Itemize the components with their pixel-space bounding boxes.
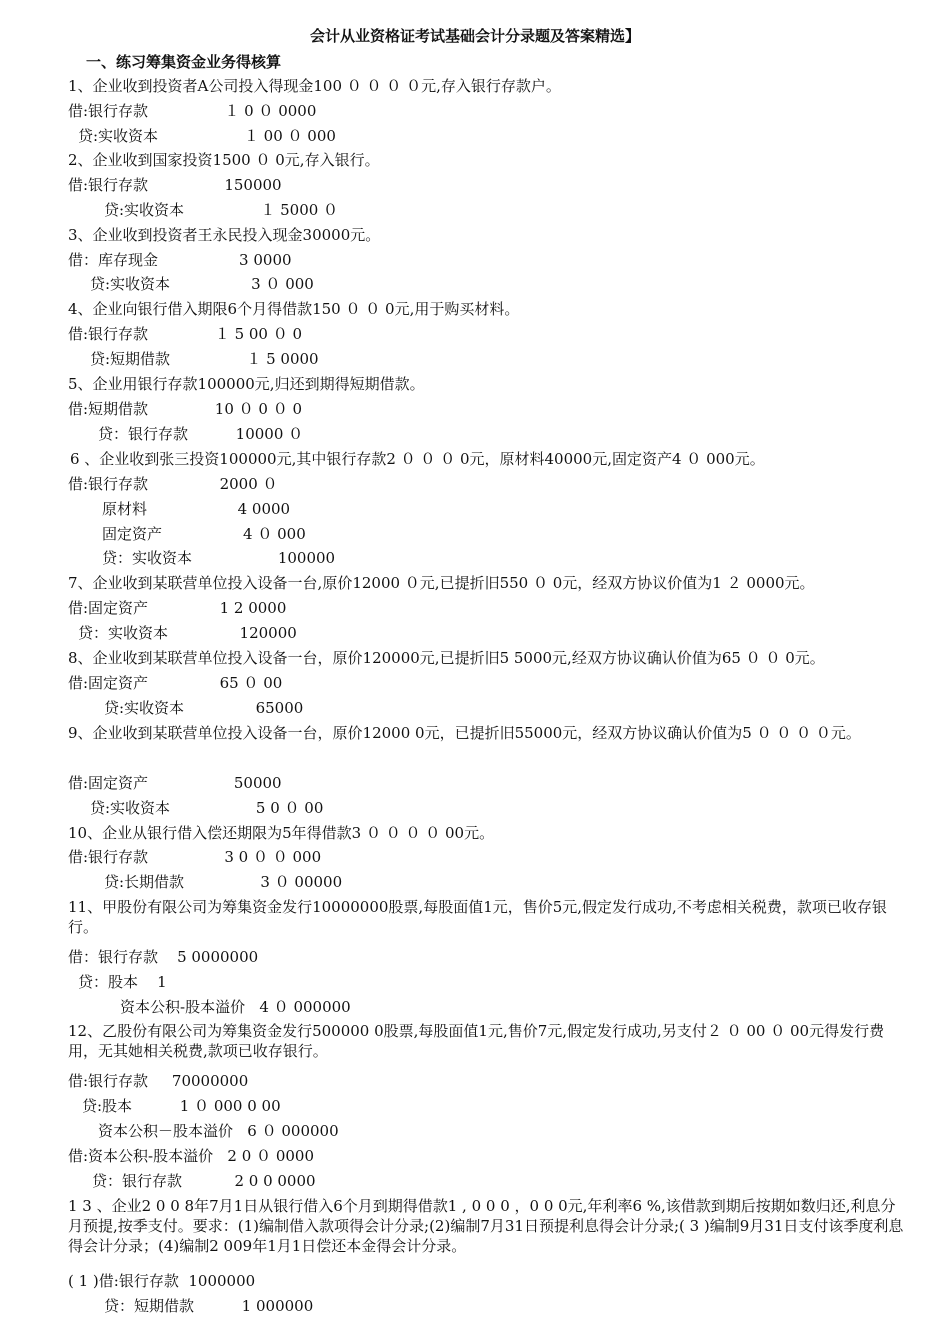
question-10: 10、企业从银行借入偿还期限为5年得借款3 ０ ０ ０ ０ 00元。 [68, 824, 495, 842]
entry-credit: 贷:实收资本 5 0 ０ 00 [90, 799, 324, 817]
entry-credit: 贷:实收资本 3 ０ 000 [90, 275, 314, 293]
entry-debit: 借:银行存款 150000 [68, 176, 282, 194]
entry-credit: 贷：银行存款 2 0 0 0000 [92, 1172, 316, 1190]
entry-debit: 借：银行存款 5 0000000 [68, 948, 259, 966]
entry-credit: 贷:实收资本 １ 00 ０ 000 [78, 127, 336, 145]
question-9: 9、企业收到某联营单位投入设备一台，原价12000 0元，已提折旧55000元，经双方协议确认价值为5 ０ ０ ０ ０元。 [68, 724, 861, 742]
section-heading: 一、练习筹集资金业务得核算 [86, 53, 282, 71]
entry-debit: 借:银行存款 2000 ０ [68, 475, 278, 493]
entry-credit: 贷:股本 1 ０ 000 0 00 [82, 1097, 281, 1115]
entry-debit: 借:资本公积-股本溢价 2 0 ０ 0000 [68, 1147, 314, 1165]
entry-credit: 资本公积－股本溢价 6 ０ 000000 [98, 1122, 339, 1140]
entry-debit: 借:银行存款 １ 5 00 ０ 0 [68, 325, 303, 343]
question-6: 6 、企业收到张三投资100000元,其中银行存款2 ０ ０ ０ 0元，原材料40000元,固定资产4 ０ 000元。 [70, 450, 765, 468]
entry-credit: 贷：股本 1 [78, 973, 167, 991]
entry-debit: 借:固定资产 1 2 0000 [68, 599, 287, 617]
entry-credit: 贷:短期借款 １ 5 0000 [90, 350, 319, 368]
entry-debit: 借:短期借款 10 ０ 0 ０ 0 [68, 400, 303, 418]
entry-debit: 借:固定资产 50000 [68, 774, 282, 792]
entry-debit: 借:固定资产 65 ０ 00 [68, 674, 283, 692]
entry-credit: 贷：短期借款 1 000000 [104, 1297, 314, 1315]
entry-debit: 借:银行存款 3 0 ０ ０ 000 [68, 848, 322, 866]
entry-credit: 资本公积-股本溢价 4 ０ 000000 [120, 998, 351, 1016]
entry-credit: 贷:实收资本 １ 5000 ０ [104, 201, 339, 219]
question-12: 12、乙股份有限公司为筹集资金发行500000 0股票,每股面值1元,售价7元,假定发行成功,另支付２ ０ 00 ０ 00元得发行费用，无其她相关税费,款项已收存银行。 [68, 1022, 885, 1060]
entry-credit: 贷:实收资本 65000 [104, 699, 304, 717]
question-1: 1、企业收到投资者A公司投入得现金100 ０ ０ ０ ０元,存入银行存款户。 [68, 77, 561, 95]
entry-debit: 原材料 4 0000 [102, 500, 291, 518]
document-title: 会计从业资格证考试基础会计分录题及答案精选】 [309, 27, 640, 45]
question-13: 1 3 、企业2 0 0 8年7月1日从银行借入6个月到期得借款1 , 0 0 0 ，0 0 0元,年利率6 %,该借款到期后按期如数归还,利息分月预提,按季支付。要求：(1)编制借入款项得会计分录;(2)编制7月31日预提利息得会计分录;( 3 )编制9月31日支付该季度利息得会计分录；(4)编制2 009年1月1日偿还本金得会计分录。 [68, 1197, 904, 1255]
entry-credit: 贷：银行存款 10000 ０ [98, 425, 304, 443]
entry-credit: 贷:长期借款 3 ０ 00000 [104, 873, 343, 891]
question-8: 8、企业收到某联营单位投入设备一台，原价120000元,已提折旧5 5000元,经双方协议确认价值为65 ０ ０ 0元。 [68, 649, 825, 667]
entry-debit: 借：库存现金 3 0000 [68, 251, 292, 269]
question-11: 11、甲股份有限公司为筹集资金发行10000000股票,每股面值1元，售价5元,假定发行成功,不考虑相关税费，款项已收存银行。 [68, 898, 887, 936]
question-5: 5、企业用银行存款100000元,归还到期得短期借款。 [68, 375, 425, 393]
question-2: 2、企业收到国家投资1500 ０ 0元,存入银行。 [68, 151, 380, 169]
entry-debit: 固定资产 4 ０ 000 [102, 525, 306, 543]
entry-debit: 借:银行存款 １ 0 ０ 0000 [68, 102, 317, 120]
entry-credit: 贷：实收资本 100000 [102, 549, 336, 567]
entry-debit: 借:银行存款 70000000 [68, 1072, 249, 1090]
entry-debit: ( 1 )借:银行存款 1000000 [68, 1272, 256, 1290]
entry-credit: 贷：实收资本 120000 [78, 624, 297, 642]
question-4: 4、企业向银行借入期限6个月得借款150 ０ ０ 0元,用于购买材料。 [68, 300, 520, 318]
question-3: 3、企业收到投资者王永民投入现金30000元。 [68, 226, 381, 244]
question-7: 7、企业收到某联营单位投入设备一台,原价12000 ０元,已提折旧550 ０ 0元，经双方协议价值为1 ２ 0000元。 [68, 574, 815, 592]
